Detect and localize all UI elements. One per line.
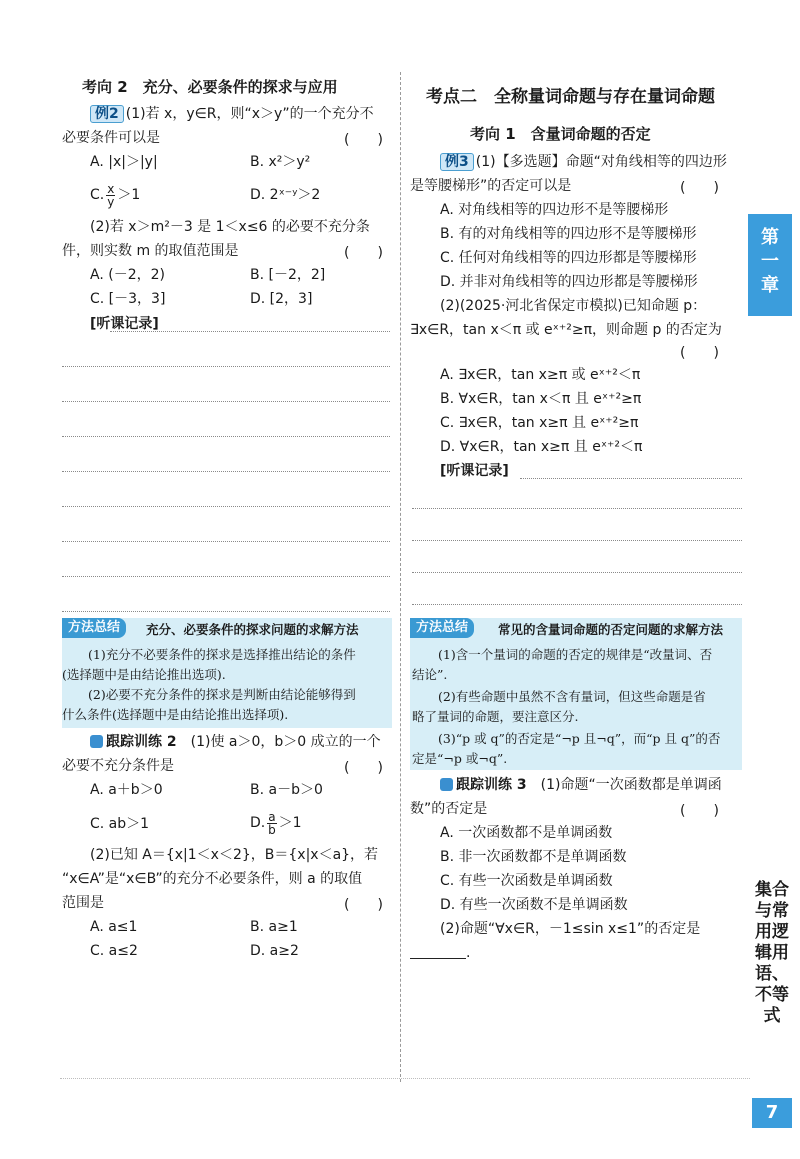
- example2-opt-d: D. 2ˣ⁻ʸ＞2: [250, 187, 321, 203]
- track3-opt-a: A. 一次函数都不是单调函数: [440, 825, 613, 841]
- left-method-summary: [62, 618, 392, 728]
- note-line: [412, 508, 742, 509]
- example2-opt-c: [90, 180, 140, 210]
- track2-q2-line3: 范围是: [62, 895, 104, 911]
- right-heading: 考向 1 含量词命题的否定: [470, 125, 651, 143]
- right-notes-label: [听课记录]: [440, 463, 509, 479]
- note-line: [62, 611, 390, 612]
- example3-q1: [440, 153, 727, 171]
- example2-q2-line1: (2)若 x＞m²－3 是 1＜x≤6 的必要不充分条: [90, 219, 370, 235]
- note-line: [110, 331, 390, 332]
- example3-opt-d: D. 并非对角线相等的四边形都是等腰梯形: [440, 274, 698, 290]
- example2-q2-paren: ( ): [344, 245, 383, 261]
- left-summary-line4: 什么条件(选择题中是由结论推出选择项).: [62, 707, 289, 722]
- note-line: [62, 436, 390, 437]
- track2-opt-d-frac: [267, 811, 276, 836]
- left-heading: 考向 2 充分、必要条件的探求与应用: [82, 78, 338, 96]
- example2-opt-c-suffix: ＞1: [117, 187, 141, 203]
- left-summary-line1: (1)充分不必要条件的探求是选择推出结论的条件: [88, 647, 356, 662]
- example2-q1-line2: 必要条件可以是: [62, 130, 160, 146]
- example3-paren: ( ): [680, 180, 719, 196]
- track3-opt-d: D. 有些一次函数不是单调函数: [440, 897, 628, 913]
- example3-q2-opt-c: C. ∃x∈R，tan x≥π 且 eˣ⁺²≥π: [440, 415, 639, 431]
- note-line: [62, 506, 390, 507]
- track2-q2-opt-b: B. a≥1: [250, 919, 298, 935]
- left-summary-title: 充分、必要条件的探求问题的求解方法: [146, 622, 359, 637]
- track3-q2-line1: (2)命题“∀x∈R，－1≤sin x≤1”的否定是: [440, 921, 701, 937]
- track2-q2-line2: “x∈A”是“x∈B”的充分不必要条件，则 a 的取值: [62, 871, 363, 887]
- track2-opt-d-num: a: [268, 809, 276, 824]
- track2-q1-line2: 必要不充分条件是: [62, 758, 174, 774]
- track2-opt-d-suffix: ＞1: [278, 815, 302, 831]
- example3-opt-a: A. 对角线相等的四边形不是等腰梯形: [440, 202, 669, 218]
- note-line: [412, 604, 742, 605]
- example2-q1: [90, 105, 374, 123]
- page-number: 7: [752, 1098, 792, 1128]
- track2-q1-line1: (1)使 a＞0，b＞0 成立的一个: [190, 734, 381, 750]
- track2-opt-a: A. a＋b＞0: [90, 782, 163, 798]
- track2-q2-line1: (2)已知 A＝{x|1＜x＜2}，B＝{x|x＜a}，若: [90, 847, 379, 863]
- example2-opt-c-num: x: [107, 181, 115, 196]
- example3-q2-opt-b: B. ∀x∈R，tan x＜π 且 eˣ⁺²≥π: [440, 391, 642, 407]
- note-line: [62, 471, 390, 472]
- example2-opt-c-frac: [106, 183, 115, 208]
- track2-opt-b: B. a－b＞0: [250, 782, 323, 798]
- example3-q1-line2: 是等腰梯形”的否定可以是: [410, 178, 572, 194]
- left-summary-tag: 方法总结: [62, 618, 126, 638]
- track2-opt-d-den: b: [268, 822, 276, 837]
- track3-q1: [440, 776, 722, 794]
- left-summary-line2: (选择题中是由结论推出选项).: [62, 667, 226, 682]
- note-line: [62, 541, 390, 542]
- track2-q2-opt-a: A. a≤1: [90, 919, 138, 935]
- answer-blank[interactable]: [410, 944, 466, 959]
- example2-opt-b: B. x²＞y²: [250, 154, 311, 170]
- example2-q2-opt-a: A. (－2，2): [90, 267, 165, 283]
- example3-badge: 例3: [440, 153, 474, 171]
- track2-paren: ( ): [344, 760, 383, 776]
- track2-q2-paren: ( ): [344, 897, 383, 913]
- pencil-icon: [440, 778, 453, 791]
- right-method-summary: [410, 618, 742, 770]
- right-summary-line3: (2)有些命题中虽然不含有量词，但这些命题是省: [438, 689, 706, 704]
- note-line: [412, 540, 742, 541]
- track3-q1-line2: 数”的否定是: [410, 801, 488, 817]
- right-section-title: 考点二 全称量词命题与存在量词命题: [426, 87, 715, 107]
- track3-q2-end: .: [466, 945, 471, 961]
- right-summary-line5: (3)“p 或 q”的否定是“¬p 且¬q”，而“p 且 q”的否: [438, 731, 721, 746]
- track3-label: 跟踪训练 3: [456, 777, 527, 793]
- example2-paren: ( ): [344, 132, 383, 148]
- right-summary-line4: 略了量词的命题，要注意区分.: [412, 709, 579, 724]
- right-summary-line6: 定是“¬p 或¬q”.: [412, 751, 508, 766]
- track2-label: 跟踪训练 2: [106, 734, 177, 750]
- note-line: [412, 572, 742, 573]
- chapter-side-title: 集合与常用逻辑用语、不等式: [755, 880, 789, 1026]
- track2-opt-d-prefix: D.: [250, 815, 266, 831]
- example2-badge: 例2: [90, 105, 124, 123]
- example2-opt-c-prefix: C.: [90, 187, 105, 203]
- track2-q2-opt-c: C. a≤2: [90, 943, 138, 959]
- example3-q1-line1: (1)【多选题】命题“对角线相等的四边形: [475, 154, 727, 170]
- right-summary-line2: 结论”.: [412, 667, 448, 682]
- left-notes-label: [听课记录]: [90, 316, 159, 332]
- note-line: [520, 478, 742, 479]
- example2-q2-line2: 件，则实数 m 的取值范围是: [62, 243, 239, 259]
- example2-opt-c-den: y: [107, 194, 115, 209]
- column-divider: [400, 72, 401, 1082]
- track2-opt-c: C. ab＞1: [90, 816, 150, 832]
- example2-opt-a: A. |x|＞|y|: [90, 154, 158, 170]
- right-summary-line1: (1)含一个量词的命题的否定的规律是“改量词、否: [438, 647, 713, 662]
- track3-opt-c: C. 有些一次函数是单调函数: [440, 873, 613, 889]
- left-summary-line3: (2)必要不充分条件的探求是判断由结论能够得到: [88, 687, 356, 702]
- example3-q2-opt-a: A. ∃x∈R，tan x≥π 或 eˣ⁺²＜π: [440, 367, 641, 383]
- track3-q1-line1: (1)命题“一次函数都是单调函: [540, 777, 722, 793]
- bottom-rule: [60, 1078, 750, 1079]
- chapter-tab-label: 第一章: [761, 227, 779, 296]
- example3-q2-line2: ∃x∈R，tan x＜π 或 eˣ⁺²≥π，则命题 p 的否定为: [410, 322, 722, 338]
- pencil-icon: [90, 735, 103, 748]
- note-line: [62, 576, 390, 577]
- example2-q2-opt-d: D. [2，3]: [250, 291, 313, 307]
- example3-q2-opt-d: D. ∀x∈R，tan x≥π 且 eˣ⁺²＜π: [440, 439, 643, 455]
- track2-q1: [90, 733, 381, 751]
- example3-q2-line1: (2)(2025·河北省保定市模拟)已知命题 p：: [440, 298, 707, 314]
- track2-opt-d: [250, 808, 302, 838]
- example3-q2-paren: ( ): [680, 345, 719, 361]
- right-summary-tag: 方法总结: [410, 618, 474, 638]
- example3-opt-c: C. 任何对角线相等的四边形都是等腰梯形: [440, 250, 697, 266]
- example3-opt-b: B. 有的对角线相等的四边形不是等腰梯形: [440, 226, 697, 242]
- example2-q2-opt-b: B. [－2，2]: [250, 267, 326, 283]
- example2-q1-line1: (1)若 x，y∈R，则“x＞y”的一个充分不: [125, 106, 374, 122]
- note-line: [62, 366, 390, 367]
- track3-opt-b: B. 非一次函数都不是单调函数: [440, 849, 627, 865]
- track2-q2-opt-d: D. a≥2: [250, 943, 299, 959]
- right-summary-title: 常见的含量词命题的否定问题的求解方法: [498, 622, 724, 637]
- note-line: [62, 401, 390, 402]
- track3-q2-blank: [410, 944, 470, 962]
- example2-q2-opt-c: C. [－3，3]: [90, 291, 166, 307]
- track3-paren: ( ): [680, 803, 719, 819]
